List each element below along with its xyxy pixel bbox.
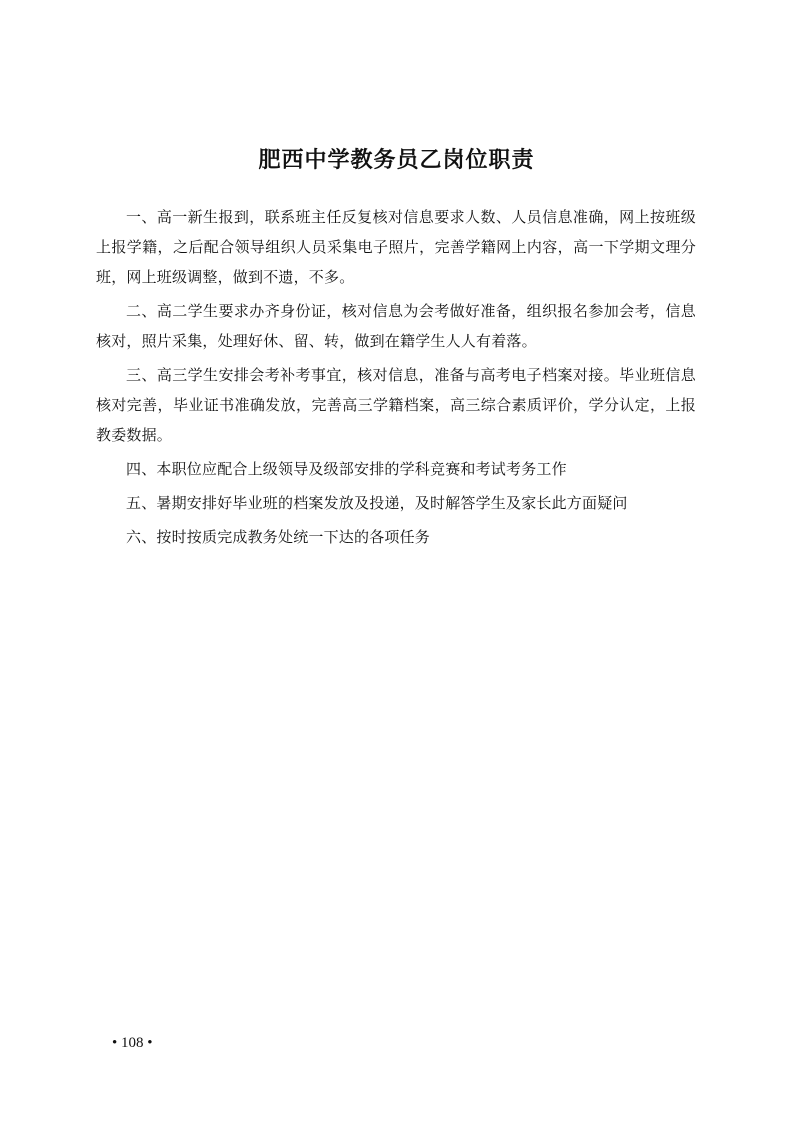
paragraph-3: 三、高三学生安排会考补考事宜，核对信息，准备与高考电子档案对接。毕业班信息核对完善，毕业证书准确发放，完善高三学籍档案，高三综合素质评价，学分认定，上报教委数据。: [96, 366, 696, 444]
paragraph-6: 六、按时按质完成教务处统一下达的各项任务: [126, 528, 431, 546]
paragraph-5: 五、暑期安排好毕业班的档案发放及投递，及时解答学生及家长此方面疑问: [126, 494, 628, 512]
document-title: 肥西中学教务员乙岗位职责: [258, 148, 535, 173]
paragraph-4: 四、本职位应配合上级领导及级部安排的学科竞赛和考试考务工作: [126, 460, 567, 478]
paragraph-2: 二、高二学生要求办齐身份证，核对信息为会考做好准备，组织报名参加会考，信息核对，照片采集，处理好休、留、转，做到在籍学生人人有着落。: [96, 302, 696, 350]
document-body: [96, 202, 696, 556]
page-number: • 108 •: [112, 1035, 153, 1051]
paragraph-1: 一、高一新生报到，联系班主任反复核对信息要求人数、人员信息准确，网上按班级上报学籍，之后配合领导组织人员采集电子照片，完善学籍网上内容，高一下学期文理分班，网上班级调整，做到不遗，不多。: [96, 208, 696, 286]
